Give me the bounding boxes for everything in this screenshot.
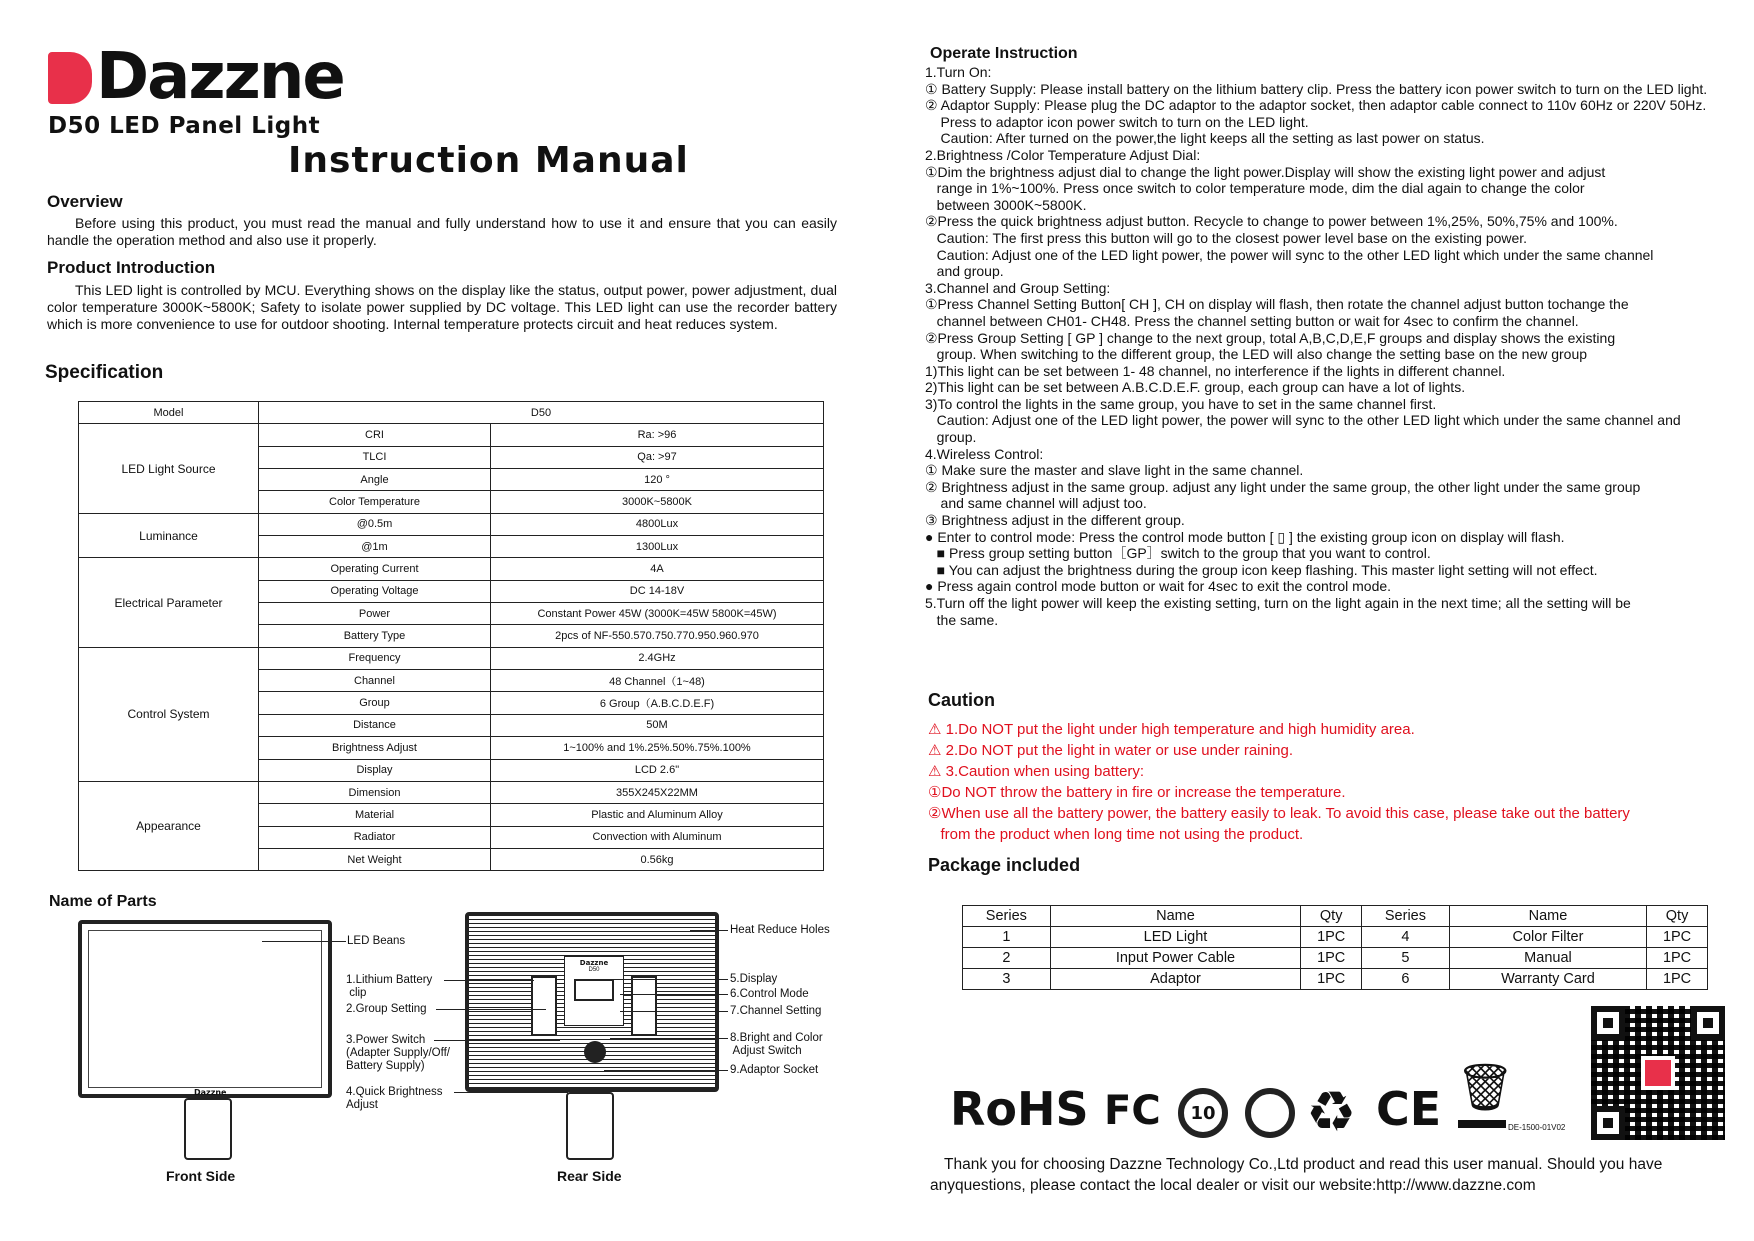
package-cell: 6 (1362, 969, 1450, 990)
package-header: Series (1362, 906, 1450, 927)
spec-group: Luminance (79, 513, 259, 558)
operate-line: between 3000K~5800K. (925, 196, 1087, 213)
spec-param: Operating Voltage (259, 580, 491, 602)
spec-param: Channel (259, 670, 491, 692)
spec-param: Dimension (259, 781, 491, 803)
spec-value: 50M (491, 714, 824, 736)
spec-param: Distance (259, 714, 491, 736)
package-cell: Input Power Cable (1050, 948, 1301, 969)
label-bright-color-switch: 8.Bright and Color Adjust Switch (730, 1032, 823, 1057)
caution-list (928, 719, 1630, 845)
intro-heading: Product Introduction (47, 258, 216, 277)
rear-device-model: D50 (588, 967, 600, 973)
operate-line: 3.Channel and Group Setting: (925, 279, 1111, 296)
spec-value: 120 ° (491, 469, 824, 491)
package-row (963, 969, 1708, 990)
caution-line: ⚠ 1.Do NOT put the light under high temperature and high humidity area. (928, 721, 1415, 738)
operate-line: ■ You can adjust the brightness during the group icon keep flashing. This master light setting will not effect. (925, 561, 1598, 578)
spec-param: Brightness Adjust (259, 737, 491, 759)
label-led-beans: LED Beans (347, 935, 406, 947)
operate-instructions (925, 64, 1707, 628)
label-quick-brightness: 4.Quick Brightness Adjust (346, 1086, 443, 1111)
label-display: 5.Display (730, 973, 778, 985)
operate-line: ● Enter to control mode: Press the control mode button [ ▯ ] the existing group icon on display will flash. (925, 528, 1565, 545)
spec-value: 3000K~5800K (491, 491, 824, 513)
package-header: Series (963, 906, 1051, 927)
brand-logo: Dazzne (96, 40, 344, 114)
front-caption: Front Side (166, 1168, 236, 1184)
weee-bin-icon: 🗑 (1456, 1061, 1515, 1113)
operate-line: and same channel will adjust too. (925, 495, 1147, 512)
spec-param: Display (259, 759, 491, 781)
package-row (963, 927, 1708, 948)
parts-heading: Name of Parts (49, 893, 157, 910)
caution-line: ⚠ 2.Do NOT put the light in water or use under raining. (928, 742, 1294, 759)
spec-row (79, 558, 824, 580)
operate-heading: Operate Instruction (930, 45, 1078, 62)
ce-mark: CE (1376, 1082, 1442, 1136)
brand-logo-mark (48, 52, 92, 104)
rear-caption: Rear Side (557, 1168, 622, 1184)
operate-line: ■ Press group setting button［GP］switch to the group that you want to control. (925, 545, 1431, 562)
spec-row (79, 647, 824, 669)
operate-line: 3)To control the lights in the same group, you have to set in the same channel first. (925, 395, 1437, 412)
operate-line: Caution: The first press this button will go to the closest power level base on the existing power. (925, 229, 1528, 246)
spec-row (79, 513, 824, 535)
operate-line: 1.Turn On: (925, 64, 992, 80)
footer-text: Thank you for choosing Dazzne Technology Co.,Ltd product and read this user manual. Should you have anyquestions, please contact the local dealer or visit our website:http://www.dazzne.com (930, 1156, 1663, 1194)
spec-param: Frequency (259, 647, 491, 669)
package-cell: Adaptor (1050, 969, 1301, 990)
spec-param: TLCI (259, 446, 491, 468)
spec-value: 4A (491, 558, 824, 580)
spec-param: Material (259, 804, 491, 826)
operate-line: ①Dim the brightness adjust dial to change the light power.Display will show the existing light power and adjust (925, 163, 1606, 180)
qr-code (1591, 1006, 1725, 1140)
operate-line: ① Make sure the master and slave light in the same channel. (925, 462, 1304, 479)
package-cell: 3 (963, 969, 1051, 990)
spec-param: Color Temperature (259, 491, 491, 513)
operate-line: 1)This light can be set between 1- 48 channel, no interference if the lights in different channel. (925, 362, 1506, 379)
overview-text: Before using this product, you must read the manual and fully understand how to use it and ensure that you can easily handle the operation method and also use it properly. (47, 215, 837, 248)
operate-line: ② Brightness adjust in the same group. adjust any light under the same group, the other light under the same group (925, 478, 1641, 495)
caution-line: ②When use all the battery power, the battery easily to leak. To avoid this case, please take out the battery (928, 805, 1630, 822)
spec-value: 2pcs of NF-550.570.750.770.950.960.970 (491, 625, 824, 647)
spec-param: Net Weight (259, 848, 491, 870)
label-adaptor-socket: 9.Adaptor Socket (730, 1064, 819, 1076)
spec-group: Control System (79, 647, 259, 781)
front-panel (78, 920, 332, 1098)
spec-heading: Specification (45, 362, 164, 383)
label-heat-holes: Heat Reduce Holes (730, 924, 830, 936)
package-header: Name (1449, 906, 1646, 927)
caution-line: ⚠ 3.Caution when using battery: (928, 763, 1145, 780)
operate-line: ● Press again control mode button or wait for 4sec to exit the control mode. (925, 578, 1392, 595)
caution-heading: Caution (928, 690, 995, 710)
spec-model-label: Model (79, 402, 259, 424)
spec-param: Battery Type (259, 625, 491, 647)
label-power-switch: 3.Power Switch (Adapter Supply/Off/ Battery Supply) (346, 1034, 450, 1072)
spec-value: 6 Group（A.B.C.D.E.F) (491, 692, 824, 714)
operate-line: Caution: Adjust one of the LED light power, the power will sync to the other LED light which under the same channel and (925, 412, 1681, 429)
package-heading: Package included (928, 855, 1081, 875)
operate-line: 2.Brightness /Color Temperature Adjust Dial: (925, 146, 1201, 163)
rear-mount (566, 1092, 614, 1160)
spec-value: 4800Lux (491, 513, 824, 535)
operate-line: ②Press the quick brightness adjust button. Recycle to change to power between 1%,25%, 50%,75% and 100%. (925, 213, 1618, 230)
spec-value: 48 Channel（1~48) (491, 670, 824, 692)
package-header: Qty (1301, 906, 1362, 927)
package-cell: 1PC (1647, 927, 1708, 948)
spec-value: 355X245X22MM (491, 781, 824, 803)
operate-line: 2)This light can be set between A.B.C.D.E.F. group, each group can have a lot of lights. (925, 379, 1466, 396)
package-header: Qty (1647, 906, 1708, 927)
recycle-icon: ♻ (1306, 1080, 1357, 1145)
package-cell: Color Filter (1449, 927, 1646, 948)
package-row (963, 948, 1708, 969)
fcc-mark: FC (1104, 1088, 1161, 1134)
spec-value: 2.4GHz (491, 647, 824, 669)
operate-line: Caution: Adjust one of the LED light power, the power will sync to the other LED light which under the same channel (925, 246, 1654, 263)
spec-value: Constant Power 45W (3000K=45W 5800K=45W) (491, 603, 824, 625)
operate-line: and group. (925, 263, 1004, 280)
front-device-logo: Dazzne (194, 1088, 227, 1097)
package-cell: 1PC (1301, 927, 1362, 948)
spec-param: Operating Current (259, 558, 491, 580)
package-cell: 1PC (1301, 948, 1362, 969)
spec-row (79, 781, 824, 803)
recycle-10-icon (1178, 1088, 1228, 1138)
operate-line: ②Press Group Setting [ GP ] change to the next group, total A,B,C,D,E,F groups and display shows the existing (925, 329, 1616, 346)
package-cell: Warranty Card (1449, 969, 1646, 990)
spec-value: Qa: >97 (491, 446, 824, 468)
package-cell: 5 (1362, 948, 1450, 969)
package-cell: 1PC (1647, 969, 1708, 990)
qr-logo-icon (1641, 1056, 1675, 1090)
operate-line: group. When switching to the different group, the LED will also change the setting base on the new group (925, 346, 1588, 363)
label-channel-setting: 7.Channel Setting (730, 1005, 822, 1017)
spec-param: CRI (259, 424, 491, 446)
spec-param: @1m (259, 536, 491, 558)
spec-group: Appearance (79, 781, 259, 870)
spec-param: Angle (259, 469, 491, 491)
operate-line: ③ Brightness adjust in the different group. (925, 512, 1185, 529)
operate-line: the same. (925, 611, 999, 628)
product-name: D50 LED Panel Light (48, 113, 321, 139)
package-cell: 1 (963, 927, 1051, 948)
package-header: Name (1050, 906, 1301, 927)
front-mount (184, 1098, 232, 1160)
spec-group: Electrical Parameter (79, 558, 259, 647)
spec-value: Ra: >96 (491, 424, 824, 446)
spec-value: 1300Lux (491, 536, 824, 558)
spec-param: Group (259, 692, 491, 714)
label-control-mode: 6.Control Mode (730, 988, 809, 1000)
operate-line: ② Adaptor Supply: Please plug the DC adaptor to the adaptor socket, then adaptor cable connect to 110v 60Hz or 220V 50Hz. (925, 97, 1707, 114)
package-cell: Manual (1449, 948, 1646, 969)
spec-value: Plastic and Aluminum Alloy (491, 804, 824, 826)
package-table (962, 905, 1708, 990)
doc-code: DE-1500-01V02 (1508, 1123, 1566, 1132)
spec-value: 0.56kg (491, 848, 824, 870)
spec-group: LED Light Source (79, 424, 259, 513)
spec-value: Convection with Aluminum (491, 826, 824, 848)
weee-bar (1458, 1120, 1506, 1128)
package-cell: 1PC (1647, 948, 1708, 969)
rear-device-logo: Dazzne (579, 959, 609, 967)
manual-title: Instruction Manual (288, 140, 689, 181)
package-cell: LED Light (1050, 927, 1301, 948)
package-cell: 2 (963, 948, 1051, 969)
spec-param: Power (259, 603, 491, 625)
overview-heading: Overview (47, 192, 123, 211)
spec-value: LCD 2.6" (491, 759, 824, 781)
package-cell: 1PC (1301, 969, 1362, 990)
package-cell: 4 (1362, 927, 1450, 948)
intro-text: This LED light is controlled by MCU. Everything shows on the display like the status, output power, power adjustment, dual color temperature 3000K~5800K; Safety to isolate power supplied by DC voltage. This LED light can use the recorder battery which is more convenience to use for outdoor shooting. Internal temperature protects circuit and heat reduces system. (47, 282, 837, 332)
operate-line: Press to adaptor icon power switch to turn on the LED light. (925, 113, 1309, 130)
green-dot-icon (1245, 1088, 1295, 1143)
operate-line: 5.Turn off the light power will keep the existing setting, turn on the light again in the next time; all the setting will be (925, 595, 1631, 611)
operate-line: range in 1%~100%. Press once switch to color temperature mode, dim the dial again to change the color (925, 180, 1585, 197)
label-group-setting: 2.Group Setting (346, 1003, 427, 1015)
operate-line: Caution: After turned on the power,the light keeps all the setting as last power on status. (925, 130, 1485, 147)
spec-value: DC 14-18V (491, 580, 824, 602)
rohs-mark: RoHS (950, 1082, 1089, 1136)
spec-table (78, 401, 824, 871)
rear-panel (465, 912, 719, 1092)
label-battery-clip: 1.Lithium Battery clip (346, 974, 433, 999)
operate-line: ① Battery Supply: Please install battery on the lithium battery clip. Press the battery icon power switch to turn on the LED light. (925, 80, 1708, 97)
operate-line: channel between CH01- CH48. Press the channel setting button or wait for 4sec to confirm the channel. (925, 312, 1579, 329)
operate-line: group. (925, 429, 977, 446)
caution-line: from the product when long time not using the product. (928, 826, 1304, 843)
spec-row (79, 424, 824, 446)
operate-line: 4.Wireless Control: (925, 445, 1044, 462)
caution-line: ①Do NOT throw the battery in fire or increase the temperature. (928, 784, 1346, 801)
spec-param: @0.5m (259, 513, 491, 535)
spec-param: Radiator (259, 826, 491, 848)
ten-year-label: 10 (1178, 1088, 1228, 1138)
spec-value: 1~100% and 1%.25%.50%.75%.100% (491, 737, 824, 759)
operate-line: ①Press Channel Setting Button[ CH ], CH on display will flash, then rotate the channel adjust button tochange the (925, 296, 1629, 313)
spec-model-value: D50 (259, 402, 824, 424)
